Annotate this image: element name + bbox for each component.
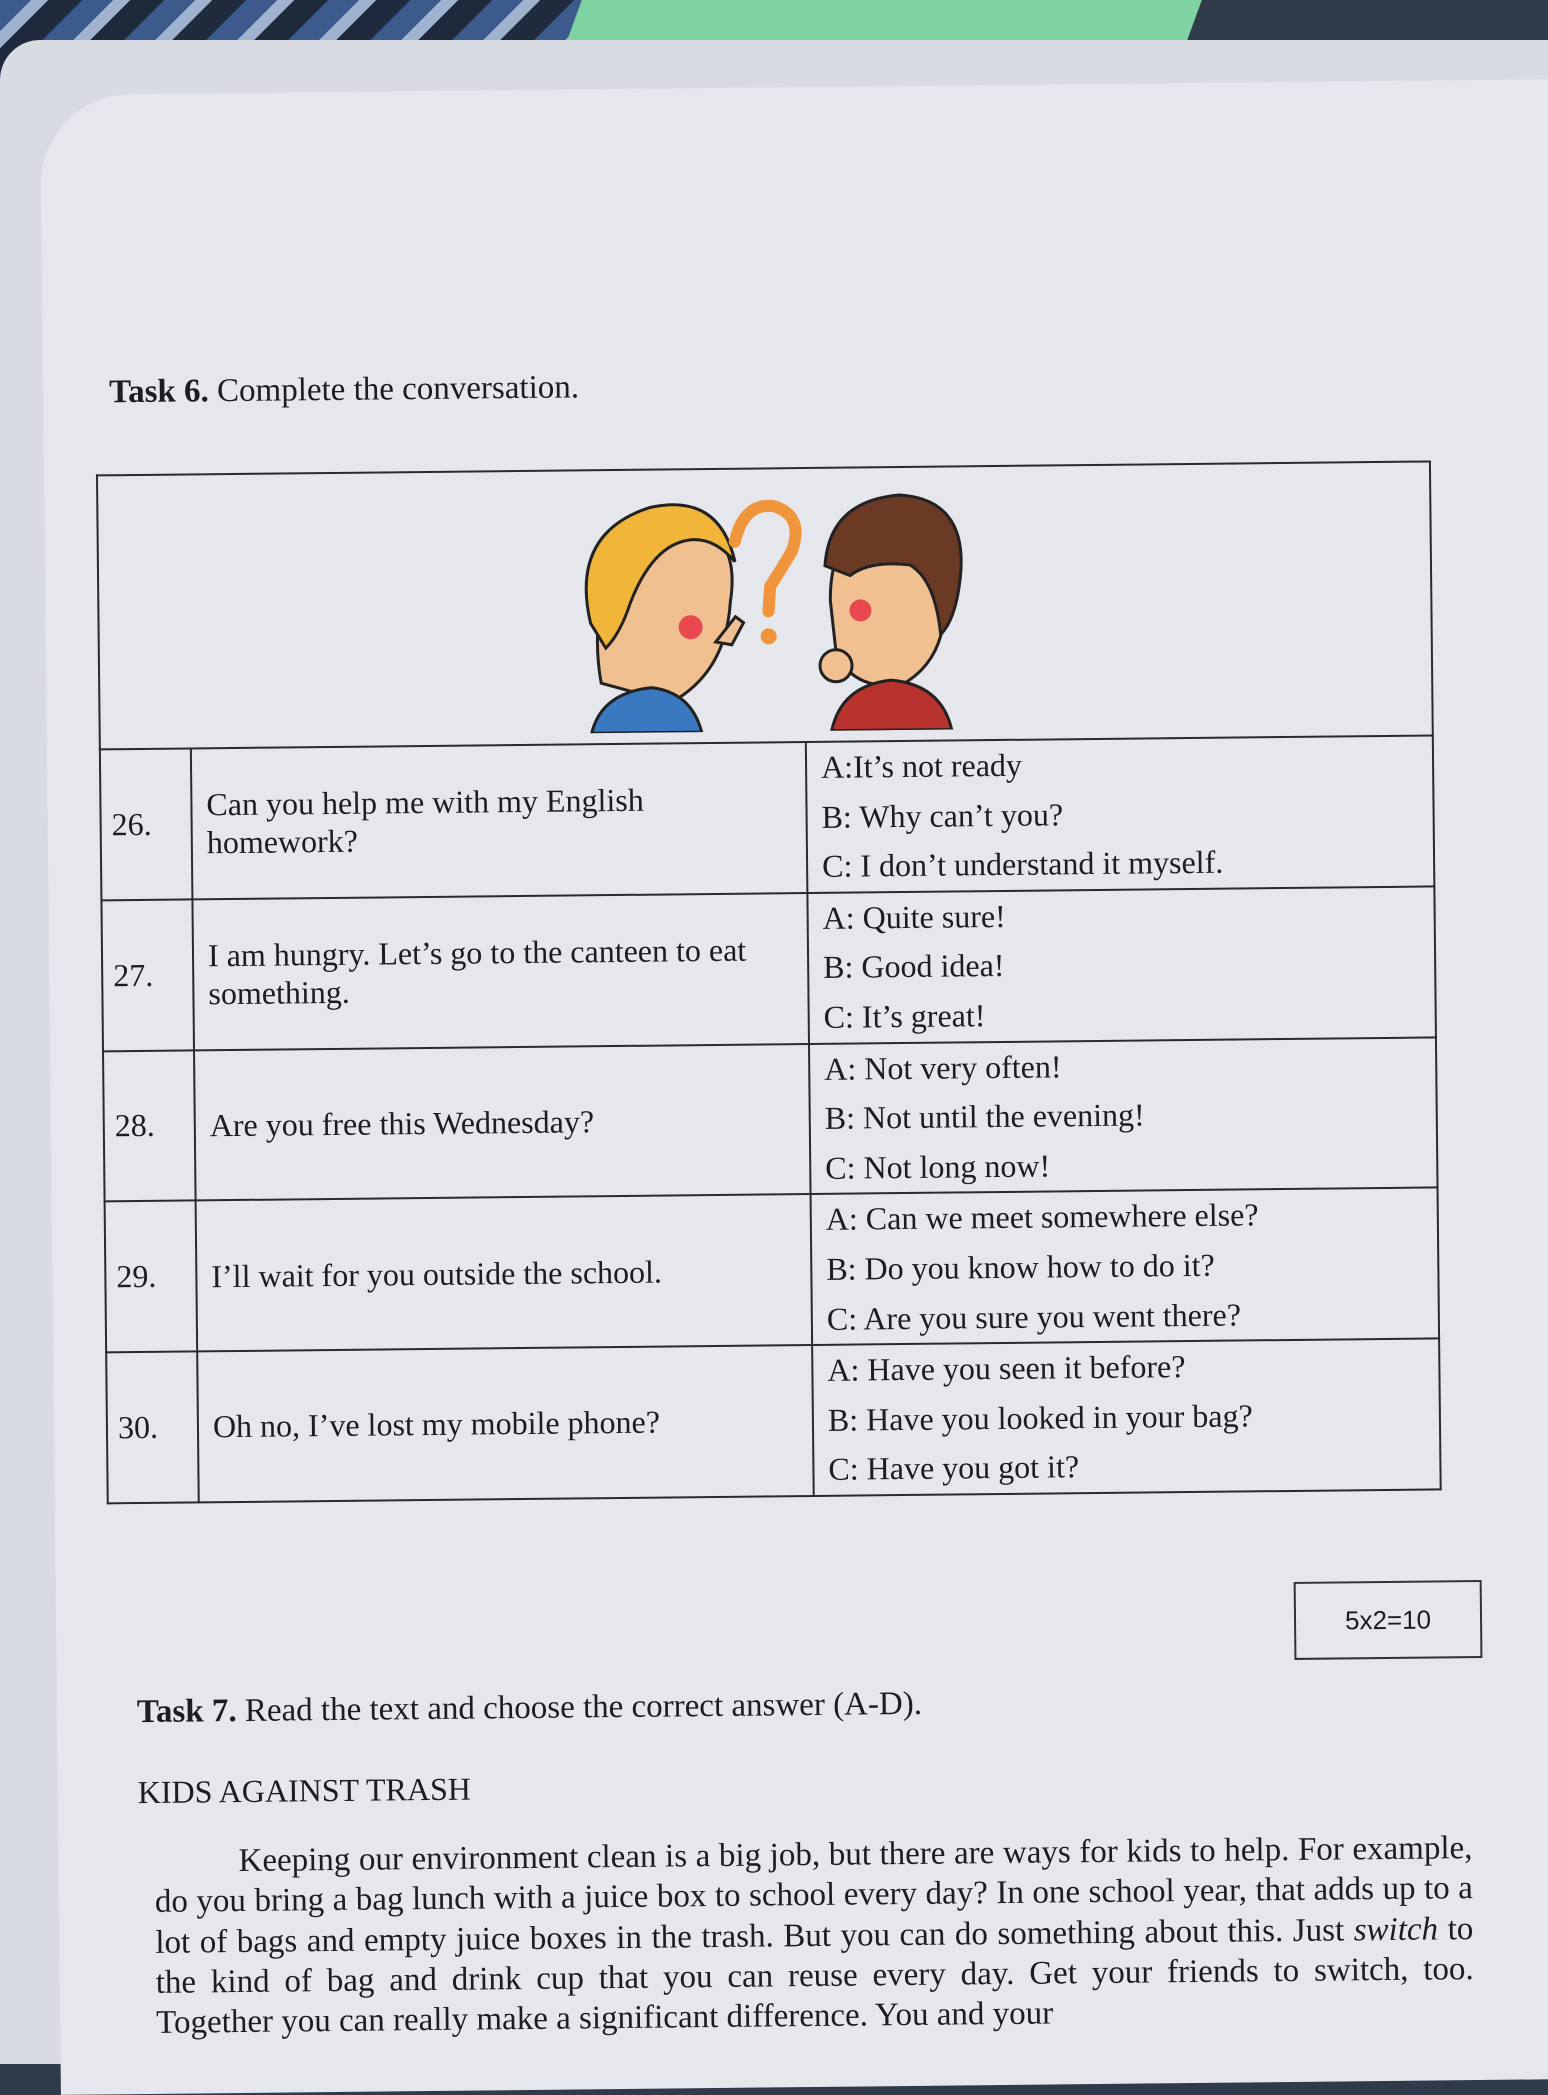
illustration-cell bbox=[97, 461, 1433, 749]
option-a[interactable]: A:It’s not ready bbox=[820, 746, 1023, 785]
question-number: 26. bbox=[100, 748, 193, 900]
reading-paragraph bbox=[154, 1828, 1474, 2043]
answer-options bbox=[807, 886, 1436, 1043]
text-heading: KIDS AGAINST TRASH bbox=[137, 1770, 472, 1811]
option-a[interactable]: A: Can we meet somewhere else? bbox=[825, 1196, 1259, 1238]
table-row bbox=[100, 735, 1435, 900]
question-text: Are you free this Wednesday? bbox=[194, 1044, 811, 1201]
task7-instruction: Read the text and choose the correct answer (A-D). bbox=[236, 1685, 923, 1730]
option-c[interactable]: C: I don’t understand it myself. bbox=[821, 843, 1224, 885]
two-boys-thinking-illustration bbox=[528, 469, 1001, 734]
question-text: Can you help me with my English homework? bbox=[191, 742, 808, 899]
paragraph-part-2: to the kind of bag and drink cup that you can reuse every day. Get your friends to switch, too. Together you can really make a significant difference. You and your bbox=[155, 1910, 1474, 2041]
option-c[interactable]: C: Have you got it? bbox=[828, 1448, 1080, 1488]
paragraph-part-1: Keeping our environment clean is a big job, but there are ways for kids to help. For example, do you bring a bag lunch with a juice box to school every day? In one school year, that adds up to a lot of bags and empty juice boxes in the trash. But you can do something about this. Just bbox=[154, 1830, 1474, 1961]
task6-instruction: Complete the conversation. bbox=[208, 369, 580, 410]
illustration-row bbox=[97, 461, 1433, 749]
question-number: 30. bbox=[106, 1352, 199, 1504]
option-a[interactable]: A: Not very often! bbox=[824, 1047, 1062, 1087]
question-number: 28. bbox=[103, 1050, 196, 1202]
option-b[interactable]: B: Have you looked in your bag? bbox=[827, 1397, 1253, 1438]
question-number: 27. bbox=[101, 899, 194, 1051]
question-text: I am hungry. Let’s go to the canteen to eat something. bbox=[192, 893, 809, 1050]
worksheet-page bbox=[40, 79, 1548, 2095]
answer-options bbox=[806, 735, 1435, 892]
option-a[interactable]: A: Quite sure! bbox=[822, 897, 1006, 936]
question-text: I’ll wait for you outside the school. bbox=[196, 1194, 813, 1351]
option-c[interactable]: C: Not long now! bbox=[825, 1147, 1051, 1186]
option-b[interactable]: B: Good idea! bbox=[822, 947, 1005, 986]
table-row bbox=[101, 886, 1436, 1051]
answer-options bbox=[811, 1188, 1440, 1345]
option-c[interactable]: C: Are you sure you went there? bbox=[826, 1296, 1242, 1337]
paragraph-italic-word: switch bbox=[1353, 1910, 1439, 1948]
answer-options bbox=[812, 1339, 1441, 1496]
answer-options bbox=[809, 1037, 1438, 1194]
task7-number: Task 7. bbox=[136, 1693, 237, 1731]
task6-title bbox=[109, 369, 579, 411]
option-b[interactable]: B: Do you know how to do it? bbox=[826, 1246, 1215, 1287]
option-b[interactable]: B: Not until the evening! bbox=[824, 1096, 1145, 1136]
task6-number: Task 6. bbox=[108, 373, 209, 411]
table-row bbox=[106, 1339, 1441, 1504]
option-c[interactable]: C: It’s great! bbox=[823, 997, 986, 1035]
task7-title bbox=[137, 1686, 922, 1731]
question-text: Oh no, I’ve lost my mobile phone? bbox=[197, 1345, 814, 1502]
table-row bbox=[105, 1188, 1440, 1353]
option-a[interactable]: A: Have you seen it before? bbox=[827, 1348, 1186, 1388]
conversation-table bbox=[96, 460, 1442, 1504]
option-b[interactable]: B: Why can’t you? bbox=[821, 795, 1064, 835]
table-row bbox=[103, 1037, 1438, 1202]
score-box: 5x2=10 bbox=[1294, 1580, 1483, 1660]
question-number: 29. bbox=[105, 1201, 198, 1353]
